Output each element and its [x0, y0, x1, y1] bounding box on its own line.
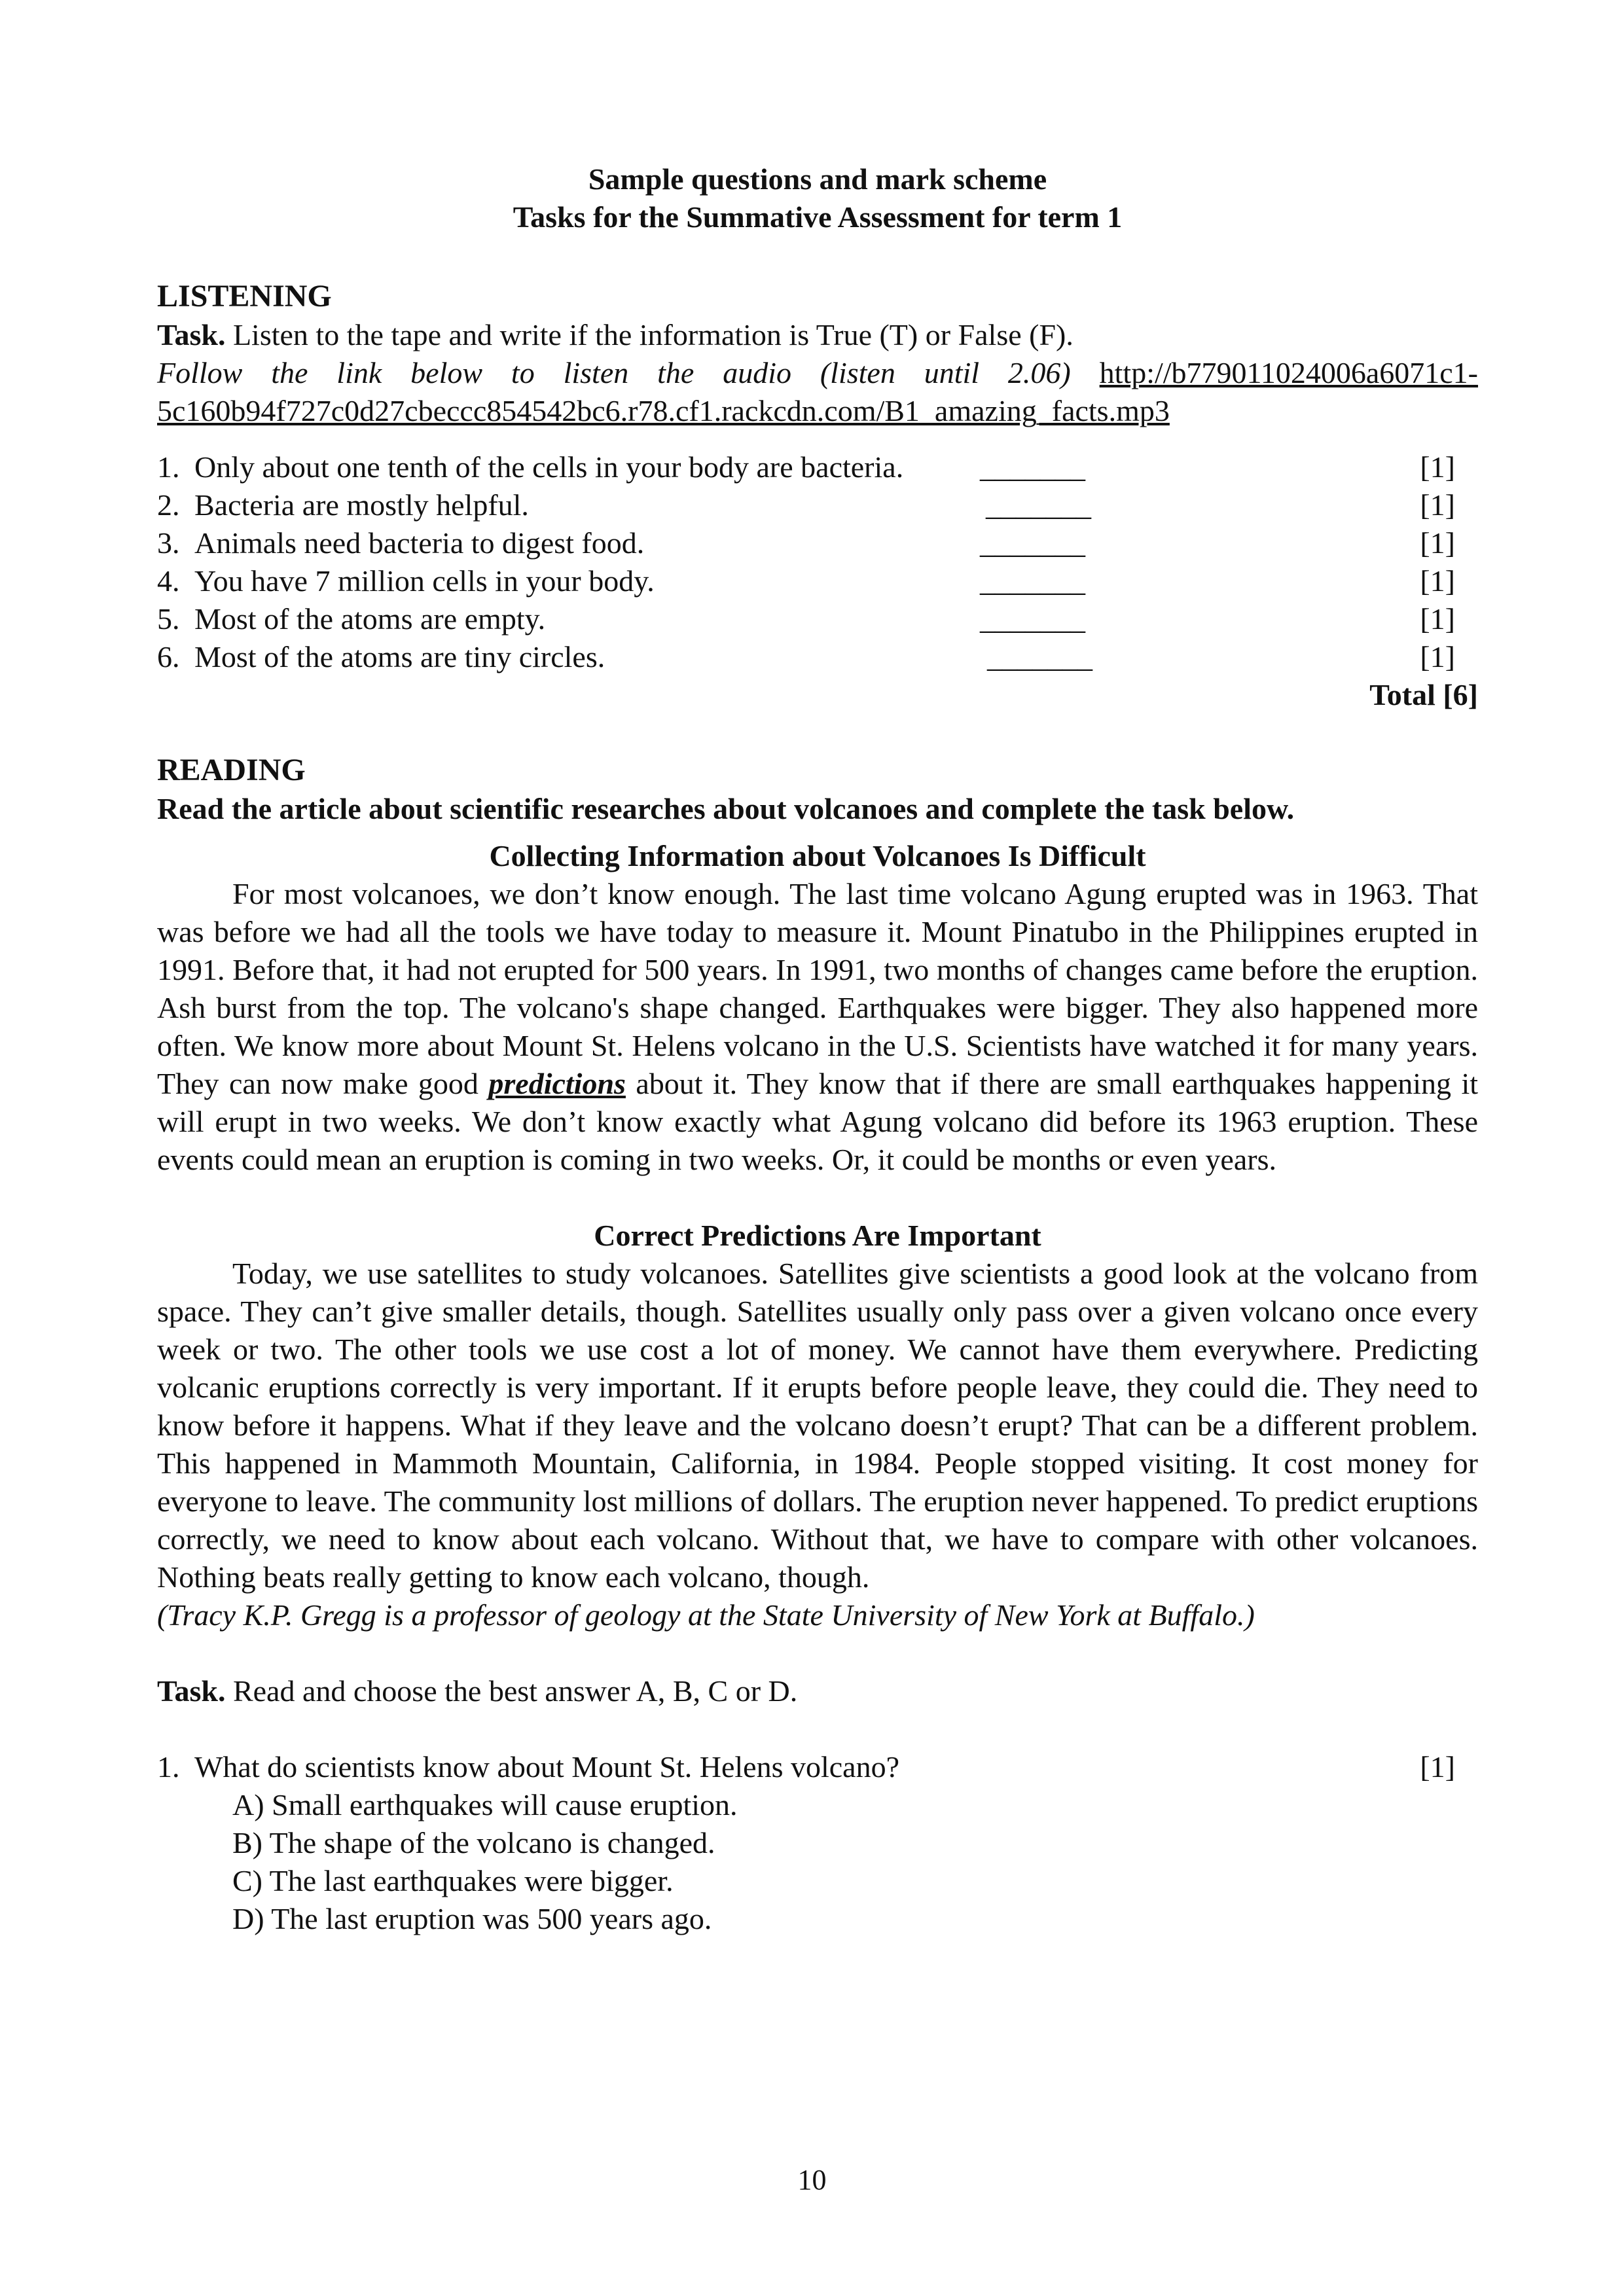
listening-task-label: Task.: [157, 318, 226, 351]
audio-instruction: Follow the link below to listen the audio (listen until 2.06): [157, 356, 1071, 389]
question-mark: [1]: [1420, 488, 1455, 522]
reading-question-1: [157, 1748, 1478, 1786]
listening-question-5: [157, 600, 1478, 638]
question-mark: [1]: [1420, 526, 1455, 560]
document-subtitle: Tasks for the Summative Assessment for term 1: [513, 200, 1123, 234]
question-number: 5.: [157, 602, 180, 636]
question-mark: [1]: [1420, 1750, 1455, 1784]
question-text: Most of the atoms are tiny circles.: [194, 640, 605, 673]
question-number: 2.: [157, 488, 180, 522]
reading-heading: READING: [157, 753, 306, 787]
question-number: 6.: [157, 640, 180, 673]
listening-task-text: Listen to the tape and write if the information is True (T) or False (F).: [225, 318, 1074, 351]
listening-questions: [157, 448, 1478, 676]
article-title-2: Correct Predictions Are Important: [594, 1219, 1041, 1252]
question-mark: [1]: [1420, 602, 1455, 636]
reading-task-text: Read and choose the best answer A, B, C or D.: [225, 1674, 798, 1708]
question-text: Most of the atoms are empty.: [194, 602, 546, 636]
question-text: You have 7 million cells in your body.: [194, 564, 655, 598]
listening-question-6: [157, 638, 1478, 676]
answer-option-c[interactable]: C) The last earthquakes were bigger.: [232, 1864, 674, 1897]
question-text: Animals need bacteria to digest food.: [194, 526, 645, 560]
question-number: 4.: [157, 564, 180, 598]
listening-question-2: [157, 486, 1478, 524]
answer-blank[interactable]: _______: [980, 450, 1085, 484]
document-page: [157, 160, 1478, 1938]
question-number: 1.: [157, 450, 180, 484]
question-text: Bacteria are mostly helpful.: [194, 488, 529, 522]
question-text: What do scientists know about Mount St. Helens volcano?: [194, 1750, 900, 1784]
answer-option-a[interactable]: A) Small earthquakes will cause eruption.: [232, 1788, 738, 1821]
reading-task-label: Task.: [157, 1674, 226, 1708]
author-note: (Tracy K.P. Gregg is a professor of geology at the State University of New York at Buffalo.): [157, 1598, 1255, 1632]
article-text: For most volcanoes, we don’t know enough. The last time volcano Agung erupted was in 1963. That was before we had all the tools we have today to measure it. Mount Pinatubo in the Philippines erupted in 1991. Before that, it had not erupted for 500 years. In 1991, two months of changes came before the eruption. Ash burst from the top. The volcano's shape changed. Earthquakes were bigger. They also happened more often. We know more about Mount St. Helens volcano in the U.S. Scientists have watched it for many years. They can now make good: [157, 877, 1478, 1100]
document-title: Sample questions and mark scheme: [588, 162, 1047, 196]
listening-question-1: [157, 448, 1478, 486]
answer-blank[interactable]: _______: [986, 488, 1091, 522]
answer-blank[interactable]: _______: [980, 526, 1085, 560]
article-text: about it. They know that if there are small earthquakes happening it will erupt in two weeks. We don’t know exactly what Agung volcano did before its 1963 eruption. These events could mean an eruption is coming in two weeks. Or, it could be months or even years.: [157, 1067, 1479, 1176]
article-paragraph-2: Today, we use satellites to study volcanoes. Satellites give scientists a good look at the volcano from space. They can’t give smaller details, though. Satellites usually only pass over a given volcano once every week or two. The other tools we use cost a lot of money. We cannot have them everywhere. Predicting volcanic eruptions correctly is very important. If it erupts before people leave, they could die. They need to know before it happens. What if they leave and the volcano doesn’t erupt? That can be a different problem. This happened in Mammoth Mountain, California, in 1984. People stopped visiting. It cost money for everyone to leave. The community lost millions of dollars. The eruption never happened. To predict eruptions correctly, we need to know about each volcano. Without that, we have to compare with other volcanoes. Nothing beats really getting to know each volcano, though.: [157, 1257, 1478, 1594]
article-title-1: Collecting Information about Volcanoes Is Difficult: [489, 839, 1146, 872]
keyword-predictions: predictions: [488, 1067, 626, 1100]
question-text: Only about one tenth of the cells in your body are bacteria.: [194, 450, 904, 484]
question-mark: [1]: [1420, 450, 1455, 484]
question-number: 1.: [157, 1750, 180, 1784]
page-number: 10: [797, 2164, 827, 2196]
article-paragraph-1: [157, 875, 1478, 1179]
listening-heading: LISTENING: [157, 279, 332, 314]
listening-instruction: [157, 354, 1478, 430]
answer-blank[interactable]: _______: [987, 640, 1092, 673]
answer-option-d[interactable]: D) The last eruption was 500 years ago.: [232, 1902, 712, 1935]
audio-link[interactable]: http://b779011024006a6071c1-5c160b94f727c0d27cbeccc854542bc6.r78.cf1.rackcdn.com/B1_amazing_facts.mp3: [157, 356, 1479, 427]
answer-blank[interactable]: _______: [980, 564, 1085, 598]
question-number: 3.: [157, 526, 180, 560]
reading-instruction: Read the article about scientific researches about volcanoes and complete the task below.: [157, 792, 1295, 825]
listening-total: Total [6]: [1369, 678, 1478, 711]
listening-question-3: [157, 524, 1478, 562]
reading-task: [157, 1672, 1478, 1710]
listening-question-4: [157, 562, 1478, 600]
listening-task: [157, 316, 1478, 354]
question-mark: [1]: [1420, 640, 1455, 673]
answer-option-b[interactable]: B) The shape of the volcano is changed.: [232, 1826, 715, 1859]
answer-blank[interactable]: _______: [980, 602, 1085, 636]
question-mark: [1]: [1420, 564, 1455, 598]
